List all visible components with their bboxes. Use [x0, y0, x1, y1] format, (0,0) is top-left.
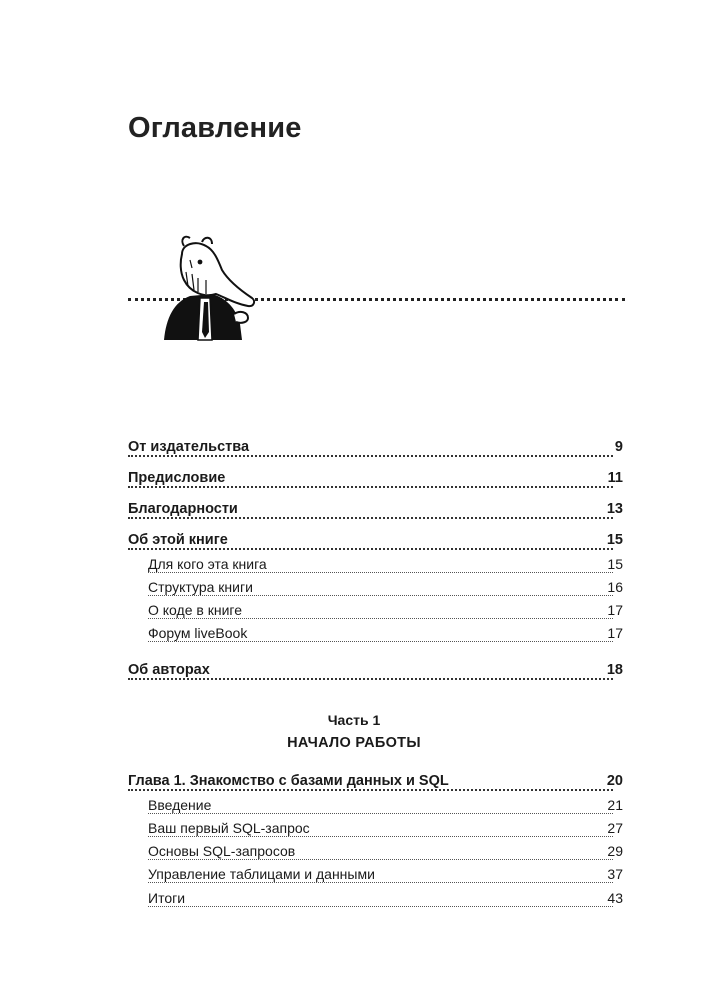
toc-entry[interactable] — [0, 501, 708, 525]
toc-subentry[interactable] — [0, 866, 708, 890]
toc-subentry-label: Ваш первый SQL-запрос — [148, 820, 316, 836]
toc-entry-label: От издательства — [128, 439, 255, 455]
dot-leader — [128, 486, 613, 488]
toc-chapter-label: Глава 1. Знакомство с базами данных и SQL — [128, 773, 455, 789]
toc-subentry-page: 15 — [601, 556, 623, 572]
toc-subentry-page: 21 — [601, 797, 623, 813]
toc-subentry-page: 16 — [601, 579, 623, 595]
toc-entry[interactable] — [0, 439, 708, 463]
toc-entry-label: Об этой книге — [128, 532, 234, 548]
toc-entry[interactable] — [0, 532, 708, 556]
toc-subentry[interactable] — [0, 556, 708, 580]
toc-subentry[interactable] — [0, 797, 708, 821]
dot-leader — [128, 789, 613, 791]
toc-subentry[interactable] — [0, 820, 708, 844]
dot-leader — [128, 455, 613, 457]
part-title: НАЧАЛО РАБОТЫ — [287, 735, 421, 751]
dot-leader — [148, 859, 613, 860]
toc-subentry[interactable] — [0, 890, 708, 914]
dot-leader — [148, 641, 613, 642]
toc-subentry[interactable] — [0, 602, 708, 626]
toc-subentry-page: 27 — [601, 820, 623, 836]
toc-subentry-label: Управление таблицами и данными — [148, 866, 381, 882]
toc-entry-label: Благодарности — [128, 501, 244, 517]
toc-entry[interactable] — [0, 470, 708, 494]
toc-entry-label: Об авторах — [128, 662, 216, 678]
dot-leader — [128, 678, 613, 680]
toc-entry-page: 11 — [602, 470, 623, 486]
toc-entry-page: 18 — [601, 662, 623, 678]
dot-leader — [148, 882, 613, 883]
toc-chapter[interactable] — [0, 773, 708, 797]
toc-entry-label: Предисловие — [128, 470, 231, 486]
part-number: Часть 1 — [327, 712, 381, 728]
toc-entry-page: 9 — [609, 439, 623, 455]
toc-subentry[interactable] — [0, 579, 708, 603]
dot-leader — [148, 836, 613, 837]
toc-entry-page: 15 — [601, 532, 623, 548]
toc-subentry-page: 17 — [601, 625, 623, 641]
dot-leader — [148, 618, 613, 619]
toc-subentry-label: Форум liveBook — [148, 625, 253, 641]
dot-leader — [148, 906, 613, 907]
toc-subentry-label: Введение — [148, 797, 217, 813]
dot-leader — [148, 595, 613, 596]
toc-subentry-label: Основы SQL-запросов — [148, 843, 301, 859]
toc-subentry[interactable] — [0, 843, 708, 867]
toc-subentry-label: О коде в книге — [148, 602, 248, 618]
dot-leader — [148, 572, 613, 573]
toc-subentry-page: 43 — [601, 890, 623, 906]
toc-subentry-label: Структура книги — [148, 579, 259, 595]
toc-subentry-page: 37 — [601, 866, 623, 882]
toc-chapter-page: 20 — [601, 773, 623, 789]
dot-leader — [128, 548, 613, 550]
toc-subentry-page: 17 — [601, 602, 623, 618]
toc-entry[interactable] — [0, 662, 708, 686]
page-title: Оглавление — [128, 112, 302, 144]
toc-subentry[interactable] — [0, 625, 708, 649]
dot-leader — [148, 813, 613, 814]
dot-leader — [128, 517, 613, 519]
anteater-mascot-icon — [156, 232, 268, 344]
toc-subentry-page: 29 — [601, 843, 623, 859]
toc-subentry-label: Итоги — [148, 890, 191, 906]
toc-entry-page: 13 — [601, 501, 623, 517]
toc-subentry-label: Для кого эта книга — [148, 556, 273, 572]
